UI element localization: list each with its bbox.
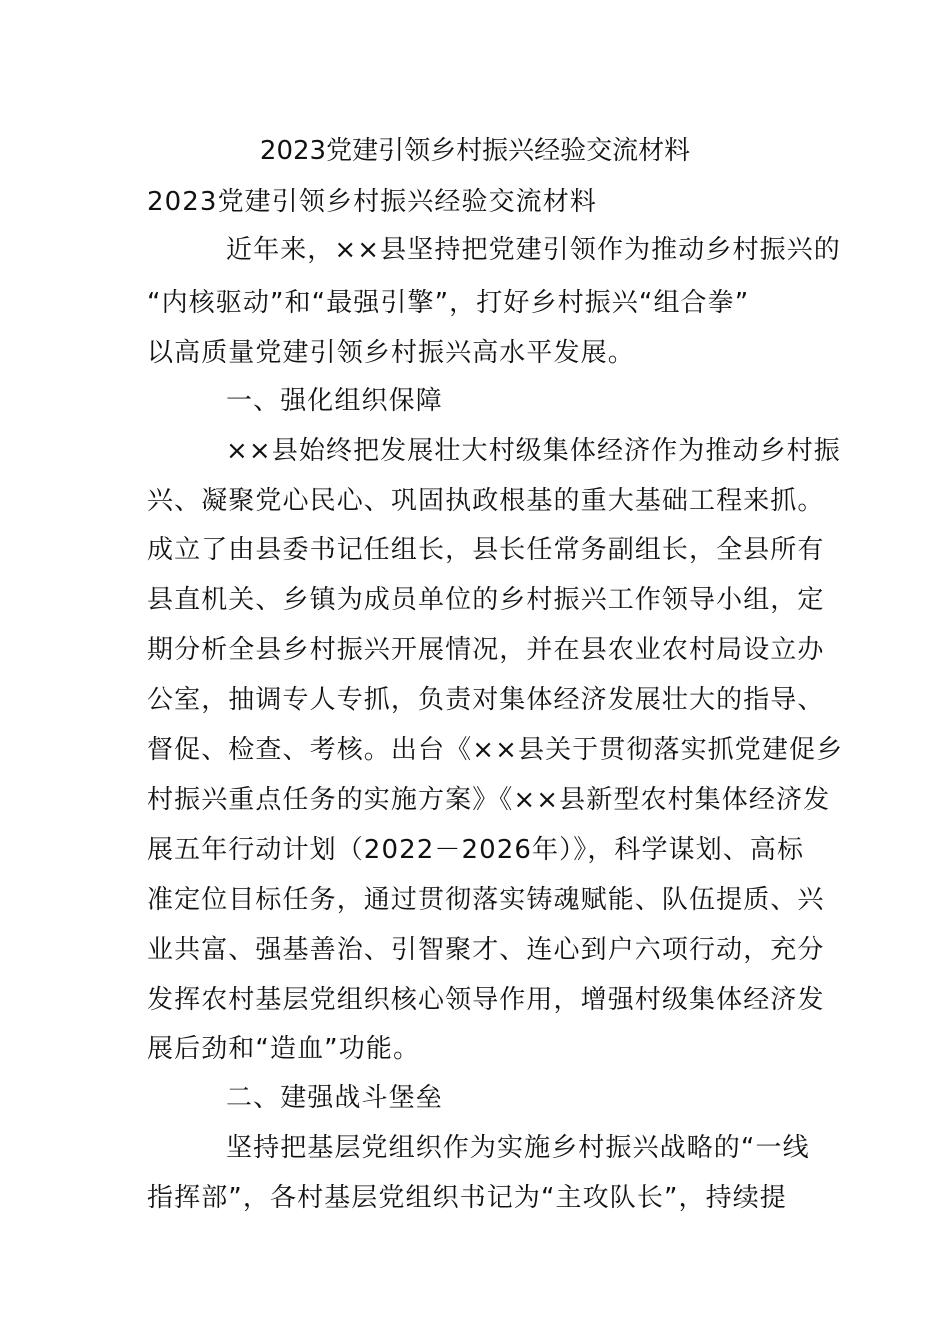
paragraph-line: 期分析全县乡村振兴开展情况，并在县农业农村局设立办 [147,635,825,665]
document-title: 2023党建引领乡村振兴经验交流材料 [259,136,691,166]
paragraph-line: 指挥部”，各村基层党组织书记为“主攻队长”，持续提 [147,1183,787,1213]
paragraph-line: “内核驱动”和“最强引擎”，打好乡村振兴“组合拳” [147,288,750,318]
paragraph-line: 成立了由县委书记任组长，县长任常务副组长，全县所有 [147,535,825,565]
paragraph-line: 展后劲和“造血”功能。 [147,1034,421,1064]
paragraph-line: 发挥农村基层党组织核心领导作用，增强村级集体经济发 [147,985,825,1015]
paragraph-line: 公室，抽调专人专抓，负责对集体经济发展壮大的指导、 [147,685,825,715]
paragraph-line: 坚持把基层党组织作为实施乡村振兴战略的“一线 [226,1133,810,1163]
paragraph-line: 县直机关、乡镇为成员单位的乡村振兴工作领导小组，定 [147,585,825,615]
paragraph-line: 兴、凝聚党心民心、巩固执政根基的重大基础工程来抓。 [147,486,825,516]
paragraph-line: 业共富、强基善治、引智聚才、连心到户六项行动，充分 [147,935,825,965]
document-subtitle: 2023党建引领乡村振兴经验交流材料 [147,187,597,217]
section-heading-2: 二、建强战斗堡垒 [226,1083,443,1113]
paragraph-line: 准定位目标任务，通过贯彻落实铸魂赋能、队伍提质、兴 [147,885,825,915]
paragraph-line: 以高质量党建引领乡村振兴高水平发展。 [147,338,635,368]
paragraph-line: 村振兴重点任务的实施方案》《××县新型农村集体经济发 [147,785,831,815]
paragraph-line: 督促、检查、考核。出台《××县关于贯彻落实抓党建促乡 [147,735,844,765]
paragraph-line: ××县始终把发展壮大村级集体经济作为推动乡村振 [226,436,841,466]
paragraph-line: 展五年行动计划（2022－2026年）》，科学谋划、高标 [147,835,805,865]
section-heading-1: 一、强化组织保障 [226,386,443,416]
paragraph-line: 近年来，××县坚持把党建引领作为推动乡村振兴的 [226,235,841,265]
